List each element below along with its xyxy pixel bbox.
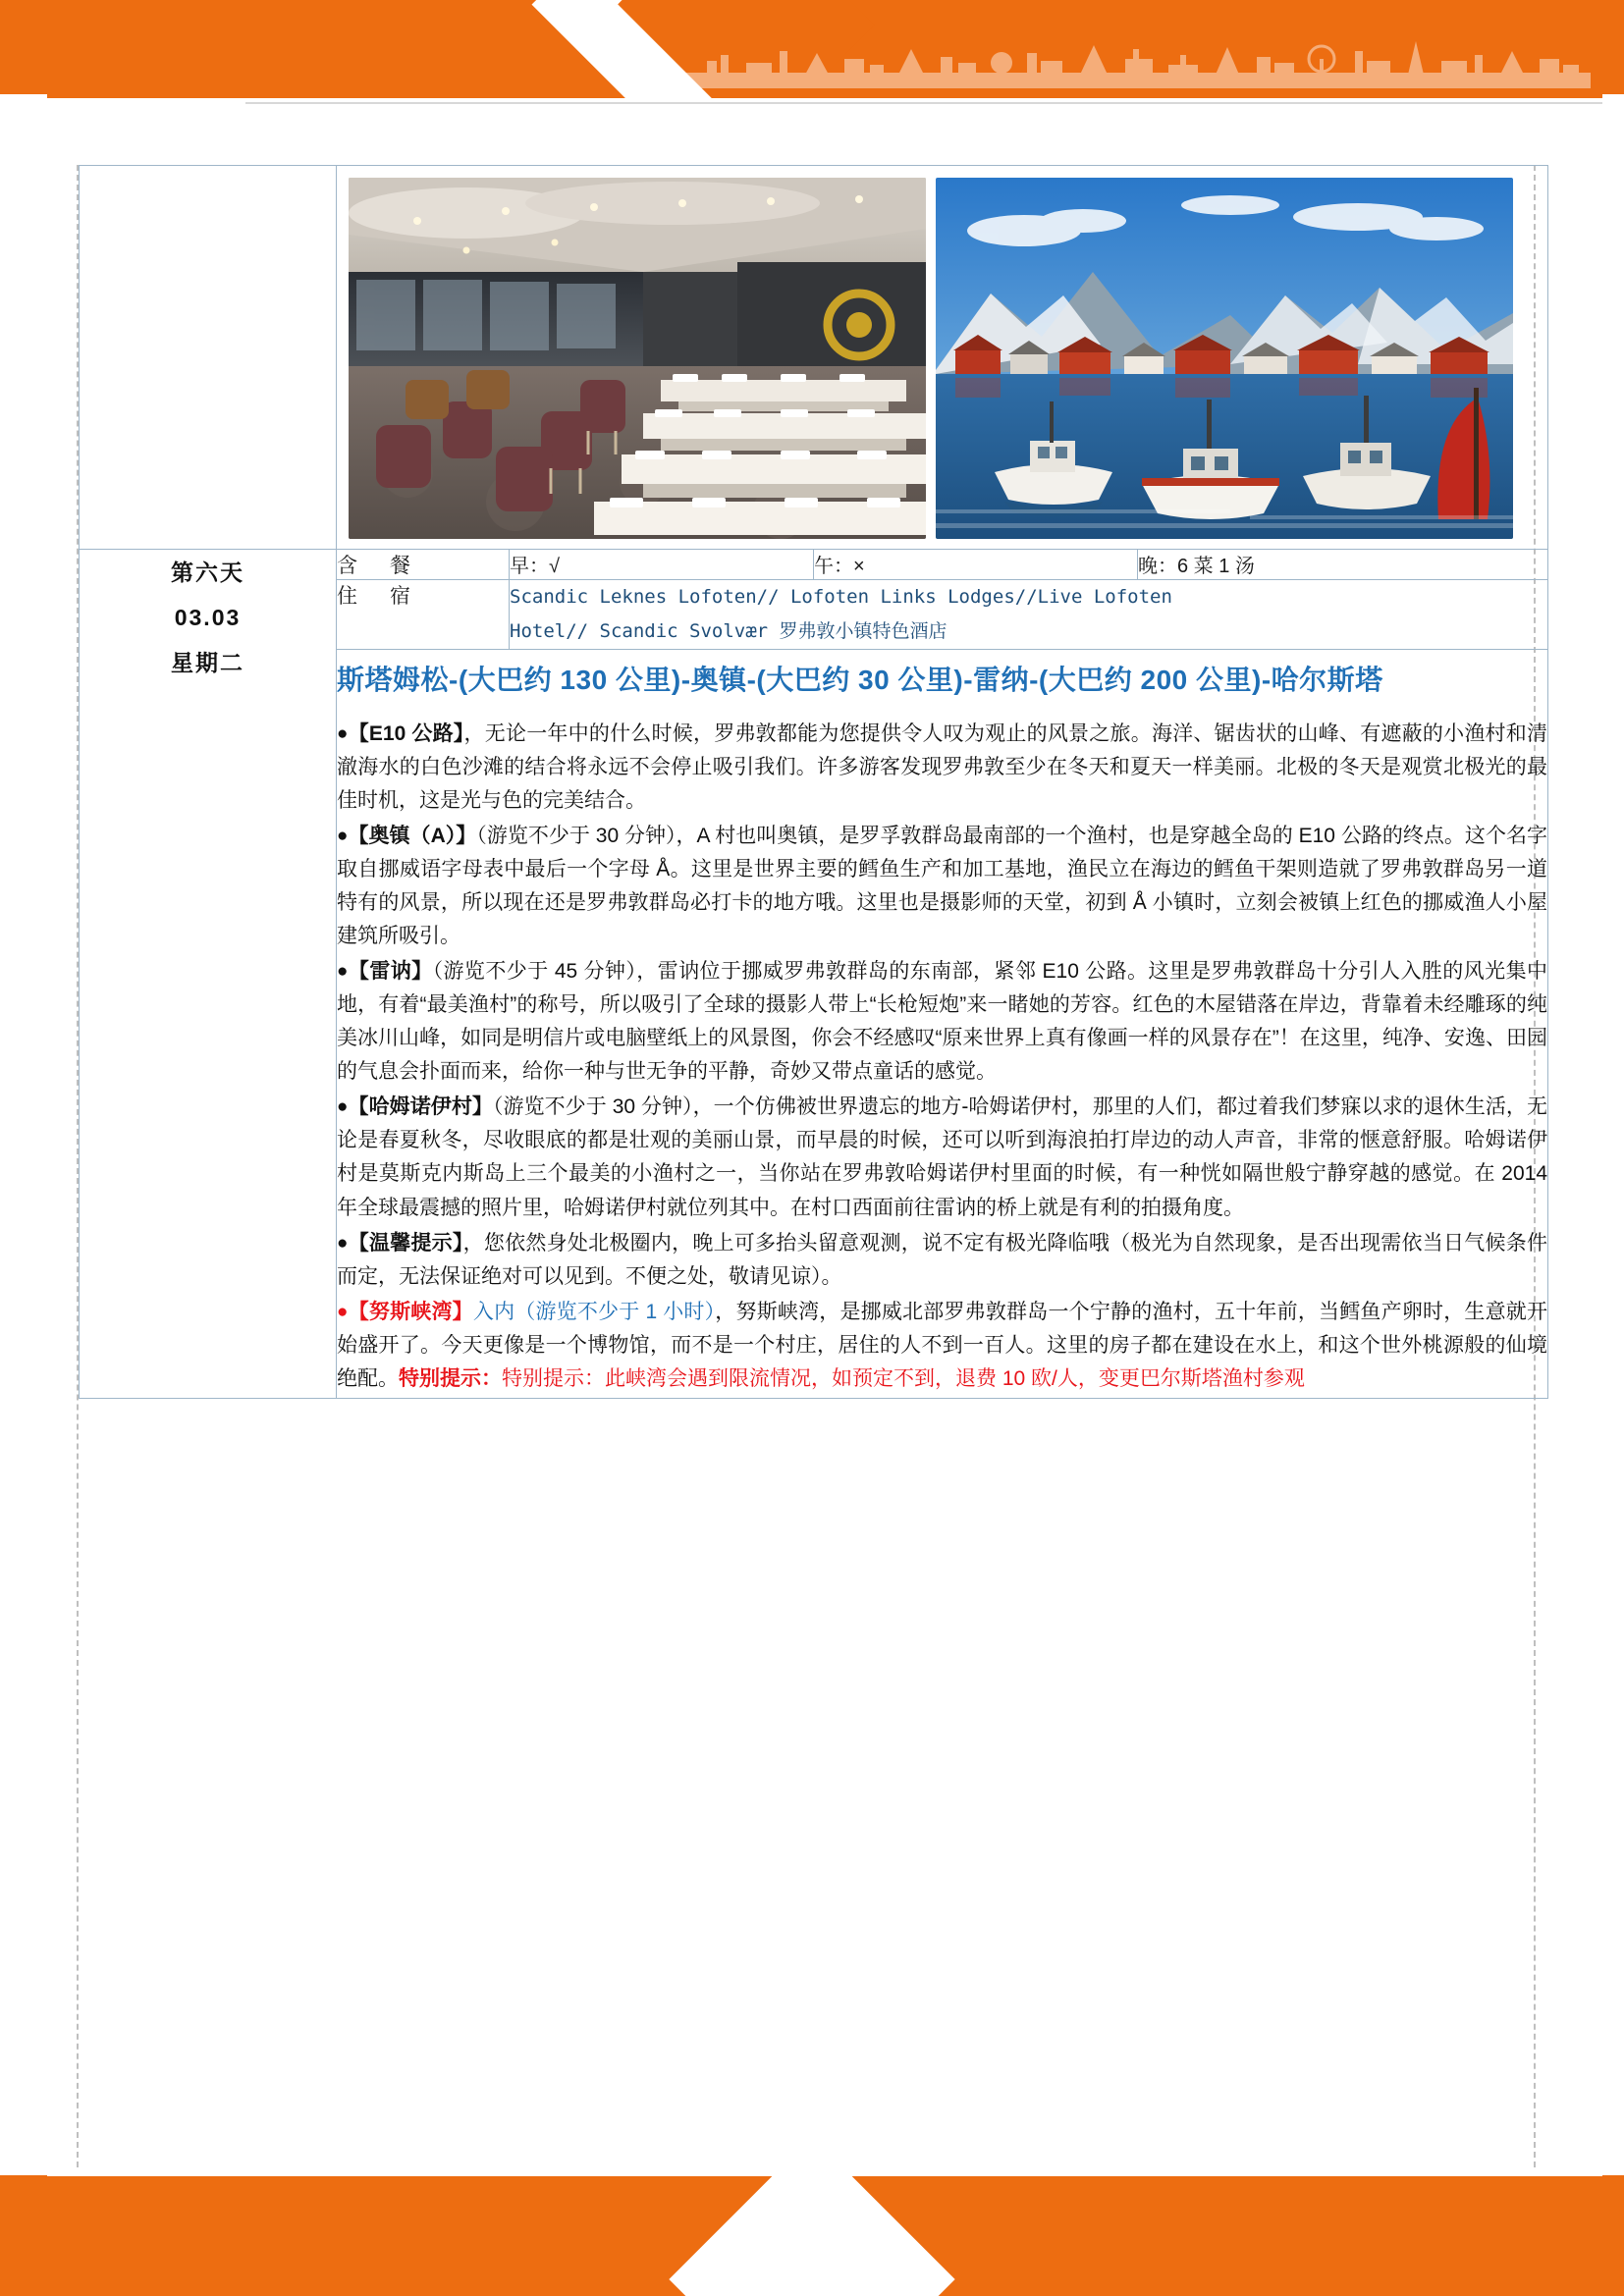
header-rule xyxy=(245,102,1610,104)
page-bottom-banner xyxy=(0,2176,1624,2296)
day-cell-photos-spacer xyxy=(80,166,337,550)
bullet-dot-icon: ● xyxy=(337,723,349,745)
meals-label: 含 餐 xyxy=(337,550,510,580)
paragraph-e10-head: 【E10 公路】 xyxy=(348,722,464,746)
paragraph-hamnoy xyxy=(337,1091,1547,1224)
paragraph-hamnoy-text: （游览不少于 30 分钟），一个仿佛被世界遗忘的地方-哈姆诺伊村，那里的人们，都过着我们梦寐以求的退休生活，无论是春夏秋冬，尽收眼底的都是壮观的美丽山景，而早晨的时候，还可以听到海浪拍打岸边的动人声音，非常的惬意舒服。哈姆诺伊村是莫斯克内斯岛上三个最美的小渔村之一，当你站在罗弗敦哈姆诺伊村里面的时候，有一种恍如隔世般宁静穿越的感觉。在 2014 年全球最震撼的照片里，哈姆诺伊村就位列其中。在村口西面前往雷讷的桥上就是有利的拍摄角度。 xyxy=(337,1095,1547,1219)
bullet-dot-icon: ● xyxy=(337,1301,349,1322)
hotel-line-2-zh: 罗弗敦小镇特色酒店 xyxy=(779,621,947,643)
nusfjord-text: ，努斯峡湾，是挪威北部罗弗敦群岛一个宁静的渔村，五十年前，当鳕鱼产卵时，生意就开始盛开了。今天更像是一个博物馆，而不是一个村庄，居住的人不到一百人。这里的房子都在建设在水上，和这个世外桃源般的仙境绝配。 xyxy=(337,1300,1547,1390)
paragraph-aozhen xyxy=(337,820,1547,953)
page-top-banner xyxy=(0,0,1624,98)
itinerary-body-cell xyxy=(337,650,1548,1398)
day-date: 03.03 xyxy=(174,605,242,630)
paragraph-tips-head: 【温馨提示】 xyxy=(348,1231,463,1255)
day-cell xyxy=(80,550,337,1399)
day-number: 第六天 xyxy=(171,560,244,585)
paragraph-reine-text: （游览不少于 45 分钟），雷讷位于挪威罗弗敦群岛的东南部，紧邻 E10 公路。这里是罗弗敦群岛十分引人入胜的风光集中地，有着“最美渔村”的称号，所以吸引了全球的摄影人带上“长枪短炮”来一睹她的芳容。红色的木屋错落在岸边，背靠着未经雕琢的纯美冰川山峰，如同是明信片或电脑壁纸上的风景图，你会不经感叹“原来世界上真有像画一样的风景存在”！在这里，纯净、安逸、田园的气息会扑面而来，给你一种与世无争的平静，奇妙又带点童话的感觉。 xyxy=(337,960,1547,1084)
paragraph-e10 xyxy=(337,718,1547,818)
paragraph-hamnoy-head: 【哈姆诺伊村】 xyxy=(348,1095,493,1119)
bullet-dot-icon: ● xyxy=(337,1232,349,1254)
photos-cell xyxy=(337,166,1548,550)
bullet-dot-icon: ● xyxy=(337,961,349,983)
nusfjord-notice-label: 特别提示： xyxy=(399,1366,502,1390)
hotel-line-1: Scandic Leknes Lofoten// Lofoten Links Lodges//Live Lofoten xyxy=(510,586,1172,608)
day-weekday: 星期二 xyxy=(171,650,244,675)
bottom-white-notch xyxy=(669,2176,954,2296)
paragraph-reine-head: 【雷讷】 xyxy=(348,960,433,984)
breakfast-value: 早：√ xyxy=(510,550,814,580)
bullet-dot-icon: ● xyxy=(337,826,349,847)
itinerary-document xyxy=(79,165,1547,1399)
paragraph-e10-text: ，无论一年中的什么时候，罗弗敦都能为您提供令人叹为观止的风景之旅。海洋、锯齿状的山峰、有遮蔽的小渔村和清澈海水的白色沙滩的结合将永远不会停止吸引我们。许多游客发现罗弗敦至少在冬天和夏天一样美丽。北极的冬天是观赏北极光的最佳时机，这是光与色的完美结合。 xyxy=(337,722,1547,813)
paragraph-tips-text: ，您依然身处北极圈内，晚上可多抬头留意观测，说不定有极光降临哦（极光为自然现象，是否出现需依当日气候条件而定，无法保证绝对可以见到。不便之处，敬请见谅）。 xyxy=(337,1231,1547,1288)
photos-row xyxy=(80,166,1548,550)
itinerary-table xyxy=(79,165,1548,1399)
paragraph-nusfjord xyxy=(337,1296,1547,1396)
dinner-value: 晚：6 菜 1 汤 xyxy=(1138,550,1548,580)
route-title: 斯塔姆松-(大巴约 130 公里)-奥镇-(大巴约 30 公里)-雷纳-(大巴约 200 公里)-哈尔斯塔 xyxy=(337,665,1383,696)
accommodation-value xyxy=(510,580,1548,650)
ship-restaurant-photo xyxy=(349,178,926,539)
paragraph-aozhen-head: 【奥镇（A）】 xyxy=(348,825,477,848)
paragraph-reine xyxy=(337,955,1547,1089)
nusfjord-head: 【努斯峡湾】 xyxy=(348,1300,473,1323)
meals-row xyxy=(80,550,1548,580)
nusfjord-lead: 入内（游览不少于 1 小时） xyxy=(472,1300,716,1323)
left-white-notch xyxy=(0,94,47,2175)
right-white-notch xyxy=(1602,94,1624,2175)
bullet-dot-icon: ● xyxy=(337,1096,349,1118)
paragraph-tips xyxy=(337,1227,1547,1294)
nusfjord-notice-text: 特别提示：此峡湾会遇到限流情况，如预定不到，退费 10 欧/人，变更巴尔斯塔渔村参观 xyxy=(502,1366,1305,1390)
lunch-value: 午：× xyxy=(814,550,1138,580)
lofoten-harbour-photo xyxy=(936,178,1513,539)
accommodation-label: 住 宿 xyxy=(337,580,510,650)
city-skyline-graphic xyxy=(677,27,1591,88)
paragraph-aozhen-text: （游览不少于 30 分钟），A 村也叫奥镇，是罗孚敦群岛最南部的一个渔村，也是穿越全岛的 E10 公路的终点。这个名字取自挪威语字母表中最后一个字母 Å。这里是世界主要的鳕鱼生产和加工基地，渔民立在海边的鳕鱼干架则造就了罗弗敦群岛另一道特有的风景，所以现在还是罗弗敦群岛必打卡的地方哦。这里也是摄影师的天堂，初到 Å 小镇时，立刻会被镇上红色的挪威渔人小屋建筑所吸引。 xyxy=(337,825,1547,948)
hotel-line-2-en: Hotel// Scandic Svolvær xyxy=(510,620,780,643)
